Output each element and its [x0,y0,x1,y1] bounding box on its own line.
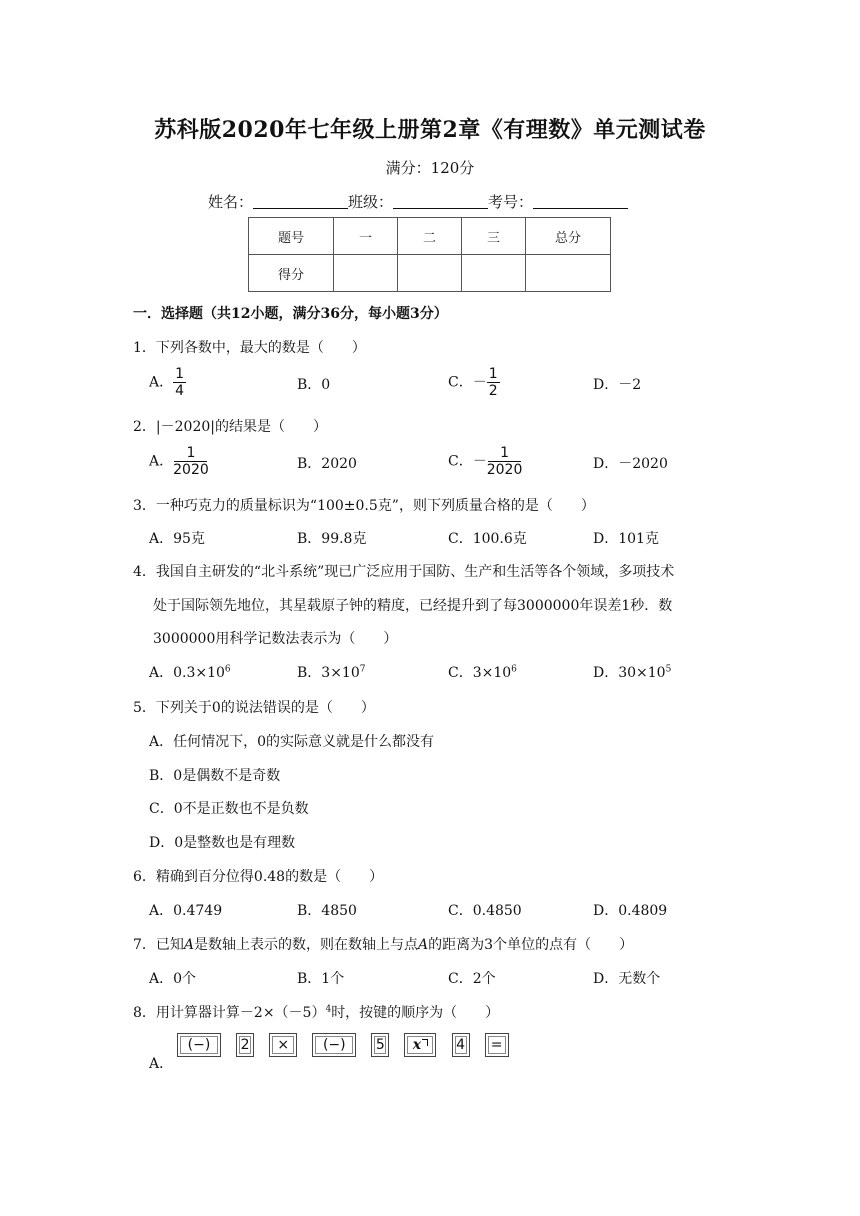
fraction: $\frac{1}{2020}$ [173,445,209,478]
question-2-option-a: A． $\frac{1}{2020}$ [149,445,209,478]
question-5-stem: 5．下列关于0的说法错误的是（ ） [133,700,375,716]
header-cell: 总分 [526,218,611,255]
question-5-option-a: A．任何情况下，0的实际意义就是什么都没有 [149,734,435,750]
question-2-option-b: B．2020 [297,456,357,472]
fraction: $\frac{1}{2020}$ [486,445,523,478]
digit-2-key: 2 [236,1033,254,1057]
score-cell [398,255,462,292]
question-4-option-c: C．$3\times 10^6$ [448,664,517,681]
score-cell [526,255,611,292]
question-7-option-b: B．1个 [297,971,345,987]
header-cell: 二 [398,218,462,255]
question-3-stem: 3．一种巧克力的质量标识为“100±0.5克”，则下列质量合格的是（ ） [133,498,595,514]
question-6-option-d: D．0.4809 [593,903,668,919]
class-blank [393,194,488,209]
question-5-option-b: B．0是偶数不是奇数 [149,768,281,784]
header-cell: 一 [334,218,398,255]
question-7-option-d: D．无数个 [593,971,661,987]
fraction: $\frac{1}{2}$ [488,366,498,399]
score-table-header-row [249,218,611,255]
question-4-stem-line-2: 处于国际领先地位，其星载原子钟的精度，已经提升到了每3000000年误差1秒．数 [153,598,673,614]
equals-key: = [485,1033,509,1057]
question-7-option-c: C．2个 [448,971,496,987]
exam-number-label: 考号： [488,193,534,211]
question-7-stem: 7．已知A是数轴上表示的数，则在数轴上与点A的距离为3个单位的点有（ ） [133,937,634,953]
section-heading-choice: 一．选择题（共12小题，满分36分，每小题3分） [133,306,448,322]
question-1-option-b: B．0 [297,377,331,393]
question-6-option-b: B．4850 [297,903,357,919]
class-label: 班级： [348,193,394,211]
question-2-option-d: D．－2020 [593,456,668,472]
question-1-option-a: A． $\frac{1}{4}$ [149,366,185,399]
question-5-option-c: C．0不是正数也不是负数 [149,801,309,817]
question-6-option-a: A．0.4749 [149,903,223,919]
question-3-option-a: A．95克 [149,531,205,547]
question-4-option-a: A．$0.3\times 10^6$ [149,664,231,681]
fraction: $\frac{1}{4}$ [175,366,185,399]
question-8-option-a-label: A． [149,1056,174,1072]
score-table [248,217,611,292]
question-5-option-d: D．0是整数也是有理数 [149,835,296,851]
question-7-option-a: A．0个 [149,971,197,987]
question-8-stem: 8．用计算器计算$-2\times(-5)^4$时，按键的顺序为（ ） [133,1004,500,1021]
multiply-key: × [269,1033,297,1057]
question-4-stem-line-1: 4．我国自主研发的“北斗系统”现已广泛应用于国防、生产和生活等各个领域，多项技术 [133,564,675,580]
page-title: 苏科版2020年七年级上册第2章《有理数》单元测试卷 [154,117,706,143]
question-1-stem: 1．下列各数中，最大的数是（ ） [133,340,366,356]
score-row-label: 得分 [249,255,334,292]
name-blank [253,194,348,209]
question-4-option-d: D．$30\times 10^5$ [593,664,672,681]
question-1-option-c: C．－ $\frac{1}{2}$ [448,366,498,399]
question-3-option-d: D．101克 [593,531,659,547]
score-cell [462,255,526,292]
power-box-icon [422,1039,428,1046]
question-6-option-c: C．0.4850 [448,903,522,919]
question-2-stem: 2．|－2020|的结果是（ ） [133,419,327,435]
power-key: x [404,1033,436,1057]
question-1-option-d: D．－2 [593,377,642,393]
question-2-option-c: C．－ $\frac{1}{2020}$ [448,445,523,478]
full-score: 满分：120分 [385,159,475,177]
score-cell [334,255,398,292]
digit-4-key: 4 [452,1033,470,1057]
question-4-option-b: B．$3\times 10^7$ [297,664,366,681]
name-label: 姓名： [208,193,254,211]
question-4-stem-line-3: 3000000用科学记数法表示为（ ） [153,631,398,647]
student-info-line [208,191,628,212]
calculator-key-sequence [177,1033,519,1057]
question-3-option-c: C．100.6克 [448,531,527,547]
score-table-score-row [249,255,611,292]
digit-5-key: 5 [371,1033,389,1057]
header-cell: 三 [462,218,526,255]
negative-key: (−) [312,1033,356,1057]
question-3-option-b: B．99.8克 [297,531,367,547]
question-6-stem: 6．精确到百分位得0.48的数是（ ） [133,869,384,885]
exam-number-blank [533,194,628,209]
header-cell: 题号 [249,218,334,255]
negative-key: (−) [177,1033,221,1057]
